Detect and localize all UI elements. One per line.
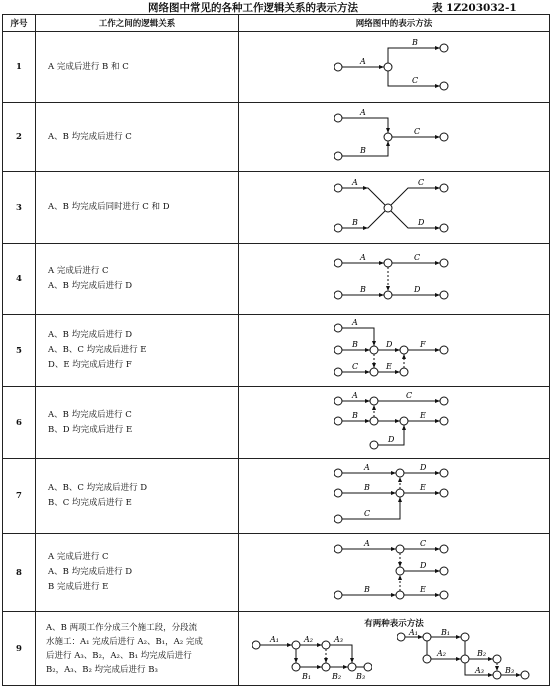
arrow-label: B [352,217,358,227]
arrow-label: D [420,463,427,472]
relation-cell [36,315,239,387]
arrow-label: A [352,317,358,327]
relation-cell [36,103,239,172]
diagram-cell [239,612,550,686]
relation-cell [36,387,239,459]
row-number: 7 [3,459,36,534]
relation-cell [36,172,239,244]
logic-relation-table [2,14,550,686]
arrow-label: B₁ [301,671,311,681]
relation-line: A、B 均完成后同时进行 C 和 D [48,202,170,212]
relation-line: B、D 均完成后进行 E [48,424,133,435]
relation-line: B₂，A₃、B₂ 均完成后进行 B₃ [46,664,158,675]
table-row [3,103,550,172]
table-header-row [3,15,550,32]
arrow-label: E [420,483,426,492]
arrow-label: C [414,127,421,136]
diagram-cell [239,244,550,315]
arrow-label: E [420,410,426,420]
arrow-label: A [352,177,358,187]
arrow-label: B₂ [476,648,486,658]
table-row [3,534,550,612]
table-row [3,172,550,244]
arrow-label: B₃ [355,671,365,681]
table-caption [0,0,551,14]
row-number: 2 [3,103,36,172]
diagram-cell [239,315,550,387]
arrow-label: D [420,560,427,570]
relation-line: A 完成后进行 B 和 C [48,61,129,72]
row-number: 8 [3,534,36,612]
arrow-label: A₂ [436,648,446,658]
relation-line: A、B、C 均完成后进行 E [48,345,147,355]
arrow-label: B [364,584,370,594]
relation-cell [36,534,239,612]
table-row [3,315,550,387]
two-methods-note: 有两种表示方法 [364,618,424,629]
row-number: 3 [3,172,36,244]
header-method: 网络图中的表示方法 [239,15,550,32]
arrow-label: B [360,285,366,294]
relation-cell [36,612,239,686]
network-diagram-6 [334,391,454,455]
network-diagram-1 [334,36,454,98]
header-no: 序号 [3,15,36,32]
arrow-label: A₁ [269,634,279,644]
table-row [3,387,550,459]
arrow-label: C [418,177,425,187]
network-diagram-7 [334,463,454,529]
arrow-label: E [420,584,426,594]
relation-line: A 完成后进行 C [48,266,109,276]
table-title: 网络图中常见的各种工作逻辑关系的表示方法 [148,2,358,14]
arrow-label: C [406,390,413,400]
arrow-label: E [386,361,392,371]
relation-line: A、B、C 均完成后进行 D [48,483,148,493]
arrow-label: A [360,57,366,66]
diagram-cell [239,103,550,172]
relation-line: 水施工：A₁ 完成后进行 A₂、B₁，A₂ 完成 [46,636,203,647]
relation-line: A、B 均完成后进行 D [48,567,133,577]
diagram-cell [239,172,550,244]
row-number: 6 [3,387,36,459]
arrow-label: A₁ [408,628,418,637]
table-row [3,612,550,686]
relation-line: A、B 均完成后进行 C [48,131,132,142]
relation-line: A 完成后进行 C [48,552,109,562]
network-diagram-5 [334,318,454,384]
relation-line: 后进行 A₃、B₂，A₂、B₁ 均完成后进行 [46,650,192,661]
network-diagram-3 [334,176,454,240]
header-relation: 工作之间的逻辑关系 [36,15,239,32]
arrow-label: B₂ [331,671,341,681]
arrow-label: A [364,463,370,472]
row-number: 1 [3,32,36,103]
relation-line: A、B 两项工作分成三个施工段，分段流 [46,622,198,633]
relation-line: A、B 均完成后进行 D [48,281,133,291]
table-number: 表 1Z203032-1 [432,2,517,14]
relation-line: B 完成后进行 E [48,582,109,592]
arrow-label: A₂ [303,634,313,644]
relation-cell [36,244,239,315]
relation-line: A、B 均完成后进行 C [48,409,132,420]
row-number: 9 [3,612,36,686]
arrow-label: A [360,253,366,262]
network-diagram-4 [334,249,454,309]
row-number: 4 [3,244,36,315]
arrow-label: F [420,339,426,349]
arrow-label: C [420,538,427,548]
arrow-label: B [412,38,418,47]
arrow-label: A [364,538,370,548]
arrow-label: C [414,253,421,262]
arrow-label: A₃ [333,634,343,644]
arrow-label: B [352,339,358,349]
arrow-label: A₃ [474,665,484,675]
arrow-label: C [412,76,419,85]
arrow-label: B₃ [504,665,514,675]
arrow-label: C [352,361,359,371]
arrow-label: C [364,509,371,518]
arrow-label: A [352,390,358,400]
arrow-label: D [386,339,393,349]
arrow-label: B [352,410,358,420]
arrow-label: D [414,285,421,294]
diagram-cell [239,534,550,612]
network-diagram-2 [334,106,454,168]
row-number: 5 [3,315,36,387]
arrow-label: B [364,483,370,492]
arrow-label: B₁ [440,628,450,637]
relation-line: A、B 均完成后进行 D [48,330,133,340]
diagram-cell [239,387,550,459]
diagram-cell [239,459,550,534]
table-row [3,459,550,534]
relation-line: B、C 均完成后进行 E [48,498,132,508]
arrow-label: D [388,434,395,444]
network-diagram-8 [334,539,454,607]
relation-cell [36,32,239,103]
relation-cell [36,459,239,534]
arrow-label: B [360,146,366,155]
arrow-label: A [360,108,366,117]
diagram-cell [239,32,550,103]
arrow-label: D [418,217,425,227]
table-row [3,244,550,315]
table-row [3,32,550,103]
relation-line: D、E 均完成后进行 F [48,360,132,370]
